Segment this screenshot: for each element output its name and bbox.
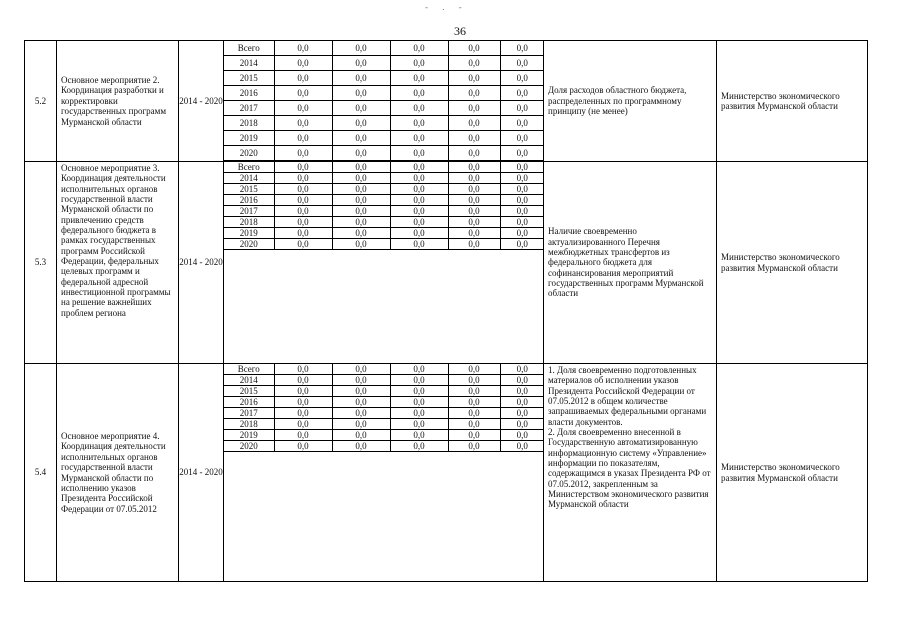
funding-value: 0,0	[390, 217, 448, 228]
funding-value: 0,0	[500, 239, 544, 250]
funding-subtable	[224, 162, 544, 250]
funding-value: 0,0	[500, 206, 544, 217]
funding-value: 0,0	[448, 71, 500, 86]
implementation-years: 2014 - 2020	[179, 41, 224, 162]
funding-year-row	[224, 239, 544, 250]
funding-value: 0,0	[500, 56, 544, 71]
funding-year-label: Всего	[224, 162, 274, 173]
funding-value: 0,0	[274, 101, 332, 116]
funding-value: 0,0	[390, 419, 448, 430]
funding-value: 0,0	[390, 441, 448, 452]
funding-value: 0,0	[274, 430, 332, 441]
funding-value: 0,0	[500, 184, 544, 195]
funding-year-row	[224, 71, 544, 86]
funding-value: 0,0	[500, 101, 544, 116]
funding-value: 0,0	[332, 86, 390, 101]
funding-value: 0,0	[448, 228, 500, 239]
implementation-years: 2014 - 2020	[179, 364, 224, 582]
funding-year-row	[224, 397, 544, 408]
funding-year-label: 2020	[224, 239, 274, 250]
funding-value: 0,0	[500, 364, 544, 375]
funding-value: 0,0	[332, 419, 390, 430]
funding-year-label: 2014	[224, 56, 274, 71]
funding-value: 0,0	[500, 408, 544, 419]
funding-value: 0,0	[448, 239, 500, 250]
funding-value: 0,0	[390, 239, 448, 250]
table-row	[25, 162, 868, 364]
executor: Министерство экономического развития Мурманской области	[717, 364, 868, 582]
funding-value: 0,0	[274, 206, 332, 217]
funding-value: 0,0	[390, 228, 448, 239]
activity-description: Основное мероприятие 4. Координация деятельности исполнительных органов государственной власти Мурманской области по исполнению указов Президента Российской Федерации от 07.05.2012	[57, 364, 179, 582]
funding-value: 0,0	[448, 116, 500, 131]
funding-year-label: 2020	[224, 146, 274, 161]
funding-value: 0,0	[448, 419, 500, 430]
funding-value: 0,0	[390, 101, 448, 116]
table-row	[25, 41, 868, 162]
funding-year-row	[224, 173, 544, 184]
funding-value: 0,0	[448, 430, 500, 441]
funding-year-row	[224, 206, 544, 217]
funding-year-label: 2018	[224, 116, 274, 131]
funding-value: 0,0	[274, 386, 332, 397]
funding-value: 0,0	[274, 173, 332, 184]
funding-value: 0,0	[390, 408, 448, 419]
funding-value: 0,0	[448, 386, 500, 397]
funding-value: 0,0	[500, 173, 544, 184]
funding-value: 0,0	[332, 131, 390, 146]
funding-value: 0,0	[332, 206, 390, 217]
funding-value: 0,0	[332, 386, 390, 397]
funding-value: 0,0	[332, 101, 390, 116]
funding-value: 0,0	[274, 397, 332, 408]
funding-year-label: 2017	[224, 101, 274, 116]
funding-year-label: 2018	[224, 419, 274, 430]
funding-value: 0,0	[390, 162, 448, 173]
funding-value: 0,0	[390, 86, 448, 101]
funding-value: 0,0	[390, 386, 448, 397]
funding-value: 0,0	[332, 217, 390, 228]
funding-year-label: 2017	[224, 408, 274, 419]
funding-value: 0,0	[332, 375, 390, 386]
funding-year-label: 2016	[224, 397, 274, 408]
funding-value: 0,0	[332, 441, 390, 452]
funding-value: 0,0	[448, 184, 500, 195]
funding-year-label: 2018	[224, 217, 274, 228]
funding-value: 0,0	[332, 41, 390, 56]
funding-value: 0,0	[500, 195, 544, 206]
funding-value: 0,0	[390, 146, 448, 161]
target-indicator: Наличие своевременно актуализированного Перечня межбюджетных трансфертов из федерального бюджета для софинансирования мероприятий государственных программ Мурманской области	[544, 162, 717, 364]
funding-value: 0,0	[332, 195, 390, 206]
funding-year-label: 2019	[224, 131, 274, 146]
funding-year-row	[224, 419, 544, 430]
indicator-line: 1. Доля своевременно подготовленных материалов об исполнении указов Президента Российской Федерации от 07.05.2012 в общем количестве запрашиваемых федеральными органами власти документов.	[548, 365, 707, 427]
funding-value: 0,0	[332, 228, 390, 239]
scan-artifact-mark: - . -	[425, 2, 468, 12]
funding-total-row	[224, 162, 544, 173]
funding-value: 0,0	[390, 397, 448, 408]
funding-year-row	[224, 408, 544, 419]
target-indicator: Доля расходов областного бюджета, распределенных по программному принципу (не менее)	[544, 41, 717, 162]
funding-year-row	[224, 217, 544, 228]
funding-year-row	[224, 386, 544, 397]
funding-value: 0,0	[332, 364, 390, 375]
funding-value: 0,0	[390, 41, 448, 56]
row-number: 5.3	[25, 162, 57, 364]
funding-value: 0,0	[500, 162, 544, 173]
funding-value: 0,0	[500, 131, 544, 146]
indicator-line: 2. Доля своевременно внесенной в Государственную автоматизированную информационную систему «Управление» информации по показателям, содержащимся в указах Президента РФ от 07.05.2012, закрепленным за Министерством экономического развития Мурманской области	[548, 427, 711, 510]
funding-value: 0,0	[448, 195, 500, 206]
funding-value: 0,0	[390, 71, 448, 86]
funding-value: 0,0	[332, 56, 390, 71]
funding-value: 0,0	[332, 116, 390, 131]
funding-value: 0,0	[274, 364, 332, 375]
funding-value: 0,0	[332, 397, 390, 408]
funding-value: 0,0	[274, 239, 332, 250]
funding-value: 0,0	[332, 71, 390, 86]
funding-subtable	[224, 41, 544, 161]
funding-year-label: 2016	[224, 86, 274, 101]
funding-value: 0,0	[448, 217, 500, 228]
funding-value: 0,0	[448, 41, 500, 56]
funding-value: 0,0	[500, 217, 544, 228]
funding-value: 0,0	[390, 131, 448, 146]
funding-year-row	[224, 146, 544, 161]
funding-year-label: 2020	[224, 441, 274, 452]
funding-value: 0,0	[500, 228, 544, 239]
funding-value: 0,0	[274, 195, 332, 206]
funding-value: 0,0	[500, 419, 544, 430]
funding-year-row	[224, 86, 544, 101]
funding-value: 0,0	[332, 430, 390, 441]
executor: Министерство экономического развития Мурманской области	[717, 41, 868, 162]
funding-value: 0,0	[500, 146, 544, 161]
funding-value: 0,0	[448, 375, 500, 386]
funding-year-label: 2015	[224, 71, 274, 86]
table-row	[25, 364, 868, 582]
funding-value: 0,0	[448, 206, 500, 217]
funding-value: 0,0	[448, 441, 500, 452]
row-number: 5.4	[25, 364, 57, 582]
funding-value: 0,0	[500, 386, 544, 397]
funding-subtable	[224, 364, 544, 452]
funding-value: 0,0	[448, 86, 500, 101]
funding-value: 0,0	[274, 217, 332, 228]
funding-value: 0,0	[274, 419, 332, 430]
funding-value: 0,0	[390, 195, 448, 206]
funding-value: 0,0	[274, 56, 332, 71]
executor: Министерство экономического развития Мурманской области	[717, 162, 868, 364]
funding-value: 0,0	[390, 364, 448, 375]
funding-value: 0,0	[274, 162, 332, 173]
funding-value: 0,0	[500, 71, 544, 86]
funding-value: 0,0	[274, 71, 332, 86]
funding-value: 0,0	[448, 364, 500, 375]
funding-year-row	[224, 101, 544, 116]
funding-value: 0,0	[448, 131, 500, 146]
funding-value: 0,0	[274, 228, 332, 239]
funding-value: 0,0	[500, 430, 544, 441]
funding-year-label: 2019	[224, 430, 274, 441]
program-activities-table	[24, 40, 868, 582]
funding-value: 0,0	[332, 184, 390, 195]
funding-total-row	[224, 364, 544, 375]
funding-year-row	[224, 116, 544, 131]
funding-value: 0,0	[390, 206, 448, 217]
funding-year-row	[224, 430, 544, 441]
funding-value: 0,0	[274, 184, 332, 195]
funding-value: 0,0	[390, 56, 448, 71]
funding-value: 0,0	[274, 116, 332, 131]
target-indicator	[544, 364, 717, 582]
funding-value: 0,0	[390, 116, 448, 131]
funding-value: 0,0	[332, 173, 390, 184]
funding-year-row	[224, 441, 544, 452]
activity-description: Основное мероприятие 3. Координация деятельности исполнительных органов государственной власти Мурманской области по привлечению средств федерального бюджета в рамках государственных программ Российской Федерации, федеральных целевых программ и федеральной адресной инвестиционной программы на решение важнейших проблем региона	[57, 162, 179, 364]
funding-subtable-cell	[224, 41, 544, 162]
funding-value: 0,0	[274, 375, 332, 386]
funding-subtable-cell	[224, 162, 544, 364]
page-number: 36	[454, 24, 466, 38]
funding-year-label: 2017	[224, 206, 274, 217]
funding-value: 0,0	[448, 173, 500, 184]
funding-year-row	[224, 131, 544, 146]
funding-value: 0,0	[448, 397, 500, 408]
funding-subtable-cell	[224, 364, 544, 582]
funding-value: 0,0	[390, 184, 448, 195]
funding-year-label: Всего	[224, 41, 274, 56]
funding-value: 0,0	[448, 408, 500, 419]
funding-total-row	[224, 41, 544, 56]
funding-value: 0,0	[390, 173, 448, 184]
funding-value: 0,0	[332, 239, 390, 250]
funding-year-label: 2019	[224, 228, 274, 239]
funding-value: 0,0	[390, 430, 448, 441]
funding-value: 0,0	[274, 146, 332, 161]
funding-value: 0,0	[274, 131, 332, 146]
row-number: 5.2	[25, 41, 57, 162]
funding-value: 0,0	[500, 441, 544, 452]
funding-year-row	[224, 184, 544, 195]
activity-description: Основное мероприятие 2. Координация разработки и корректировки государственных программ Мурманской области	[57, 41, 179, 162]
funding-year-row	[224, 375, 544, 386]
funding-value: 0,0	[332, 146, 390, 161]
funding-value: 0,0	[500, 116, 544, 131]
funding-value: 0,0	[448, 162, 500, 173]
funding-value: 0,0	[274, 441, 332, 452]
funding-value: 0,0	[274, 408, 332, 419]
funding-year-label: 2015	[224, 386, 274, 397]
implementation-years: 2014 - 2020	[179, 162, 224, 364]
funding-value: 0,0	[332, 408, 390, 419]
funding-year-label: 2016	[224, 195, 274, 206]
funding-year-row	[224, 228, 544, 239]
funding-value: 0,0	[500, 397, 544, 408]
funding-value: 0,0	[274, 86, 332, 101]
funding-year-label: 2014	[224, 173, 274, 184]
funding-year-row	[224, 56, 544, 71]
funding-value: 0,0	[448, 101, 500, 116]
funding-year-row	[224, 195, 544, 206]
funding-year-label: 2015	[224, 184, 274, 195]
funding-value: 0,0	[332, 162, 390, 173]
funding-value: 0,0	[448, 56, 500, 71]
funding-value: 0,0	[448, 146, 500, 161]
funding-value: 0,0	[500, 375, 544, 386]
funding-value: 0,0	[274, 41, 332, 56]
funding-value: 0,0	[390, 375, 448, 386]
funding-year-label: 2014	[224, 375, 274, 386]
funding-value: 0,0	[500, 86, 544, 101]
funding-value: 0,0	[500, 41, 544, 56]
funding-year-label: Всего	[224, 364, 274, 375]
